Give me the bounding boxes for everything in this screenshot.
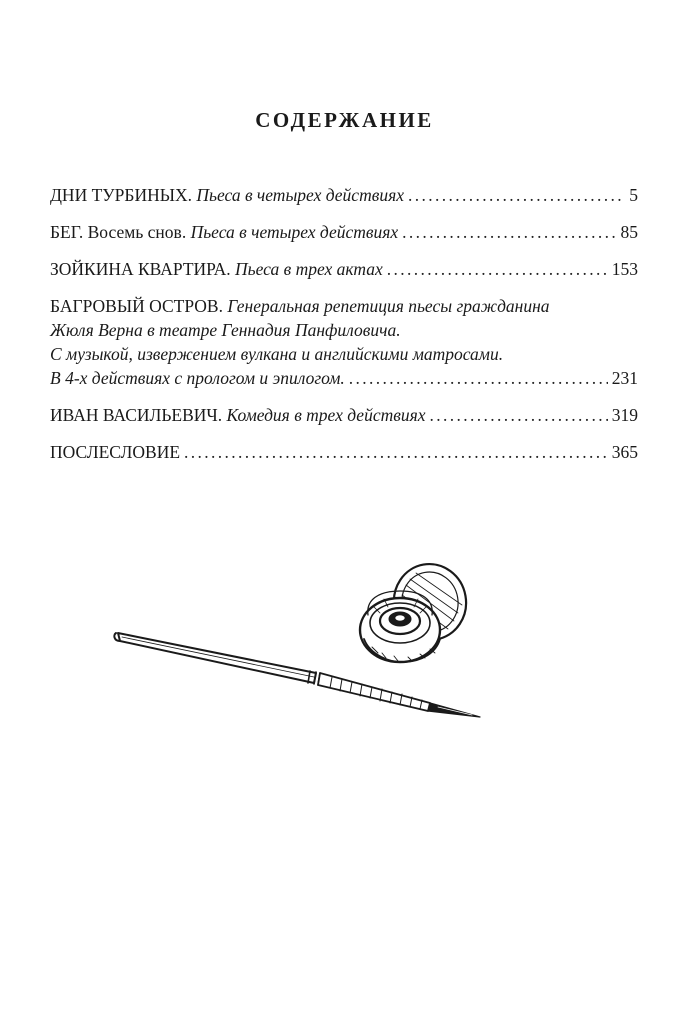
toc-entry-title: ЗОЙКИНА КВАРТИРА. (50, 259, 231, 279)
table-of-contents (50, 183, 638, 477)
toc-entry-text (50, 257, 383, 281)
toc-subtitle-line: В 4-х действиях с прологом и эпилогом. (50, 368, 345, 388)
toc-line (50, 294, 638, 318)
toc-line (50, 183, 638, 207)
toc-entry-title: ДНИ ТУРБИНЫХ. (50, 185, 192, 205)
toc-entry-posleslovie[interactable] (50, 440, 638, 464)
toc-entry-title: БАГРОВЫЙ ОСТРОВ. (50, 296, 223, 316)
fountain-pen-and-inkwell-icon (110, 555, 490, 735)
dot-leader (408, 183, 625, 207)
toc-page-number: 153 (611, 259, 638, 279)
toc-entry-text (50, 403, 425, 427)
toc-entry-text (50, 366, 345, 390)
dot-leader (184, 440, 608, 464)
toc-entry-beg[interactable] (50, 220, 638, 244)
dot-leader (387, 257, 608, 281)
toc-subtitle-line: Жюля Верна в театре Геннадия Панфиловича. (50, 320, 401, 340)
toc-line (50, 403, 638, 427)
toc-entry-subtitle: Комедия в трех действиях (222, 405, 426, 425)
toc-entry-title: БЕГ. Восемь снов. (50, 222, 187, 242)
toc-page-number: 5 (629, 185, 638, 205)
toc-line (50, 257, 638, 281)
toc-entry-subtitle: Пьеса в трех актах (230, 259, 383, 279)
toc-line (50, 440, 638, 464)
toc-entry-ivan-vasilievich[interactable] (50, 403, 638, 427)
dot-leader (402, 220, 616, 244)
toc-entry-title: ИВАН ВАСИЛЬЕВИЧ. (50, 405, 223, 425)
toc-line (50, 220, 638, 244)
toc-entry-subtitle: Пьеса в четырех действиях (186, 222, 399, 242)
toc-entry-zoikina-kvartira[interactable] (50, 257, 638, 281)
toc-entry-text (50, 220, 398, 244)
toc-page-number: 365 (611, 442, 638, 462)
toc-line (50, 366, 638, 390)
toc-entry-bagrovyi-ostrov[interactable] (50, 294, 638, 390)
toc-entry-dni-turbinykh[interactable] (50, 183, 638, 207)
dot-leader (349, 366, 608, 390)
toc-entry-title: ПОСЛЕСЛОВИЕ (50, 442, 181, 462)
toc-page-number: 319 (611, 405, 638, 425)
toc-page-number: 85 (620, 222, 638, 242)
toc-entry-text (50, 440, 180, 464)
toc-page-number: 231 (611, 368, 638, 388)
dot-leader (429, 403, 607, 427)
toc-entry-subtitle: Генеральная репетиция пьесы гражданина (222, 296, 550, 316)
toc-subtitle-line: С музыкой, извержением вулкана и английскими матросами. (50, 344, 504, 364)
toc-entry-subtitle: Пьеса в четырех действиях (192, 185, 404, 205)
page-title: СОДЕРЖАНИЕ (255, 108, 434, 132)
toc-entry-text (50, 183, 404, 207)
